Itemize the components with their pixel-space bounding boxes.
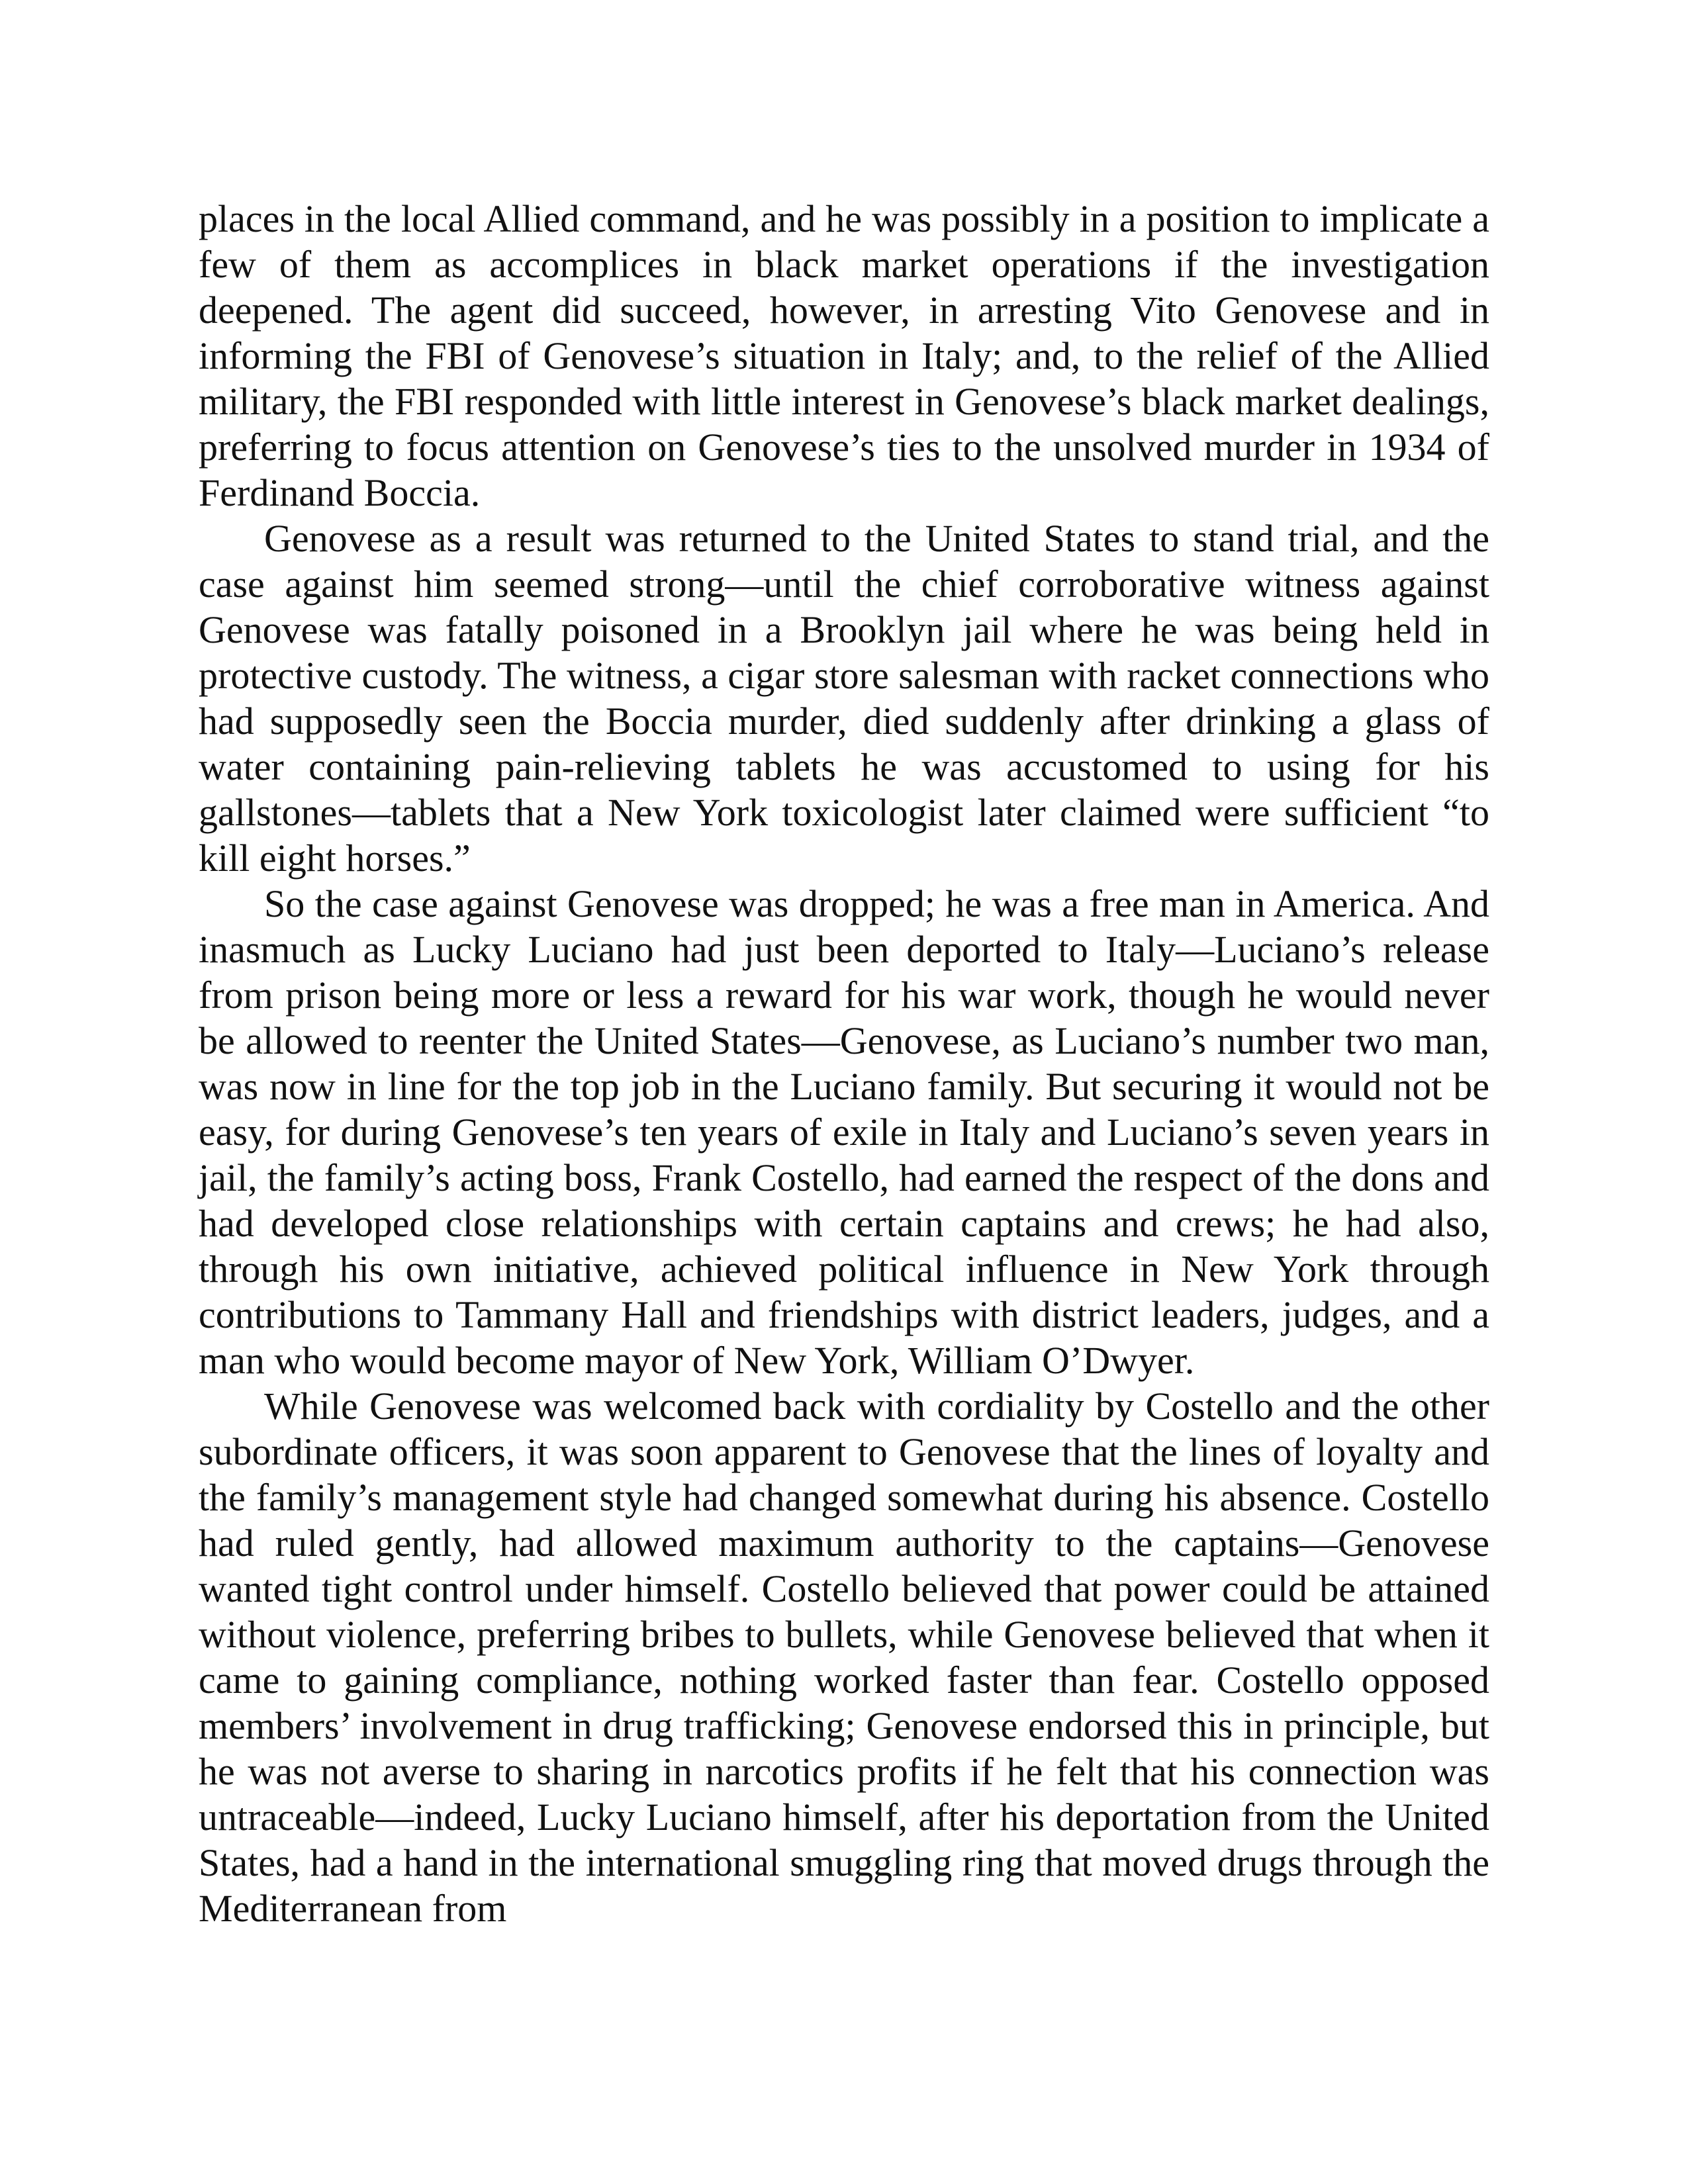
paragraph-4: While Genovese was welcomed back with cordiality by Costello and the other subordinate officers, it was soon apparent to Genovese that the lines of loyalty and the family’s management style had changed somewhat during his absence. Costello had ruled gently, had allowed maximum authority to the captains—Genovese wanted tight control under himself. Costello believed that power could be attained without violence, preferring bribes to bullets, while Genovese believed that when it came to gaining compliance, nothing worked faster than fear. Costello opposed members’ involvement in drug trafficking; Genovese endorsed this in principle, but he was not averse to sharing in narcotics profits if he felt that his connection was untraceable—indeed, Lucky Luciano himself, after his deportation from the United States, had a hand in the international smuggling ring that moved drugs through the Mediterranean from: [199, 1385, 1489, 1930]
paragraph-2: Genovese as a result was returned to the United States to stand trial, and the case against him seemed strong—until the chief corroborative witness against Genovese was fatally poisoned in a Brooklyn jail where he was being held in protective custody. The witness, a cigar store salesman with racket connections who had supposedly seen the Boccia murder, died suddenly after drinking a glass of water containing pain-relieving tablets he was accustomed to using for his gallstones—tablets that a New York toxicologist later claimed were sufficient “to kill eight horses.”: [199, 517, 1489, 880]
paragraph-1: places in the local Allied command, and he was possibly in a position to implicate a few of them as accomplices in black market operations if the investigation deepened. The agent did succeed, however, in arresting Vito Genovese and in informing the FBI of Genovese’s situation in Italy; and, to the relief of the Allied military, the FBI responded with little interest in Genovese’s black market dealings, preferring to focus attention on Genovese’s ties to the unsolved murder in 1934 of Ferdinand Boccia.: [199, 197, 1489, 514]
document-page: [199, 196, 1489, 1931]
paragraph-3: So the case against Genovese was dropped; he was a free man in America. And inasmuch as Lucky Luciano had just been deported to Italy—Luciano’s release from prison being more or less a reward for his war work, though he would never be allowed to reenter the United States—Genovese, as Luciano’s number two man, was now in line for the top job in the Luciano family. But securing it would not be easy, for during Genovese’s ten years of exile in Italy and Luciano’s seven years in jail, the family’s acting boss, Frank Costello, had earned the respect of the dons and had developed close relationships with certain captains and crews; he had also, through his own initiative, achieved political influence in New York through contributions to Tammany Hall and friendships with district leaders, judges, and a man who would become mayor of New York, William O’Dwyer.: [199, 882, 1489, 1382]
